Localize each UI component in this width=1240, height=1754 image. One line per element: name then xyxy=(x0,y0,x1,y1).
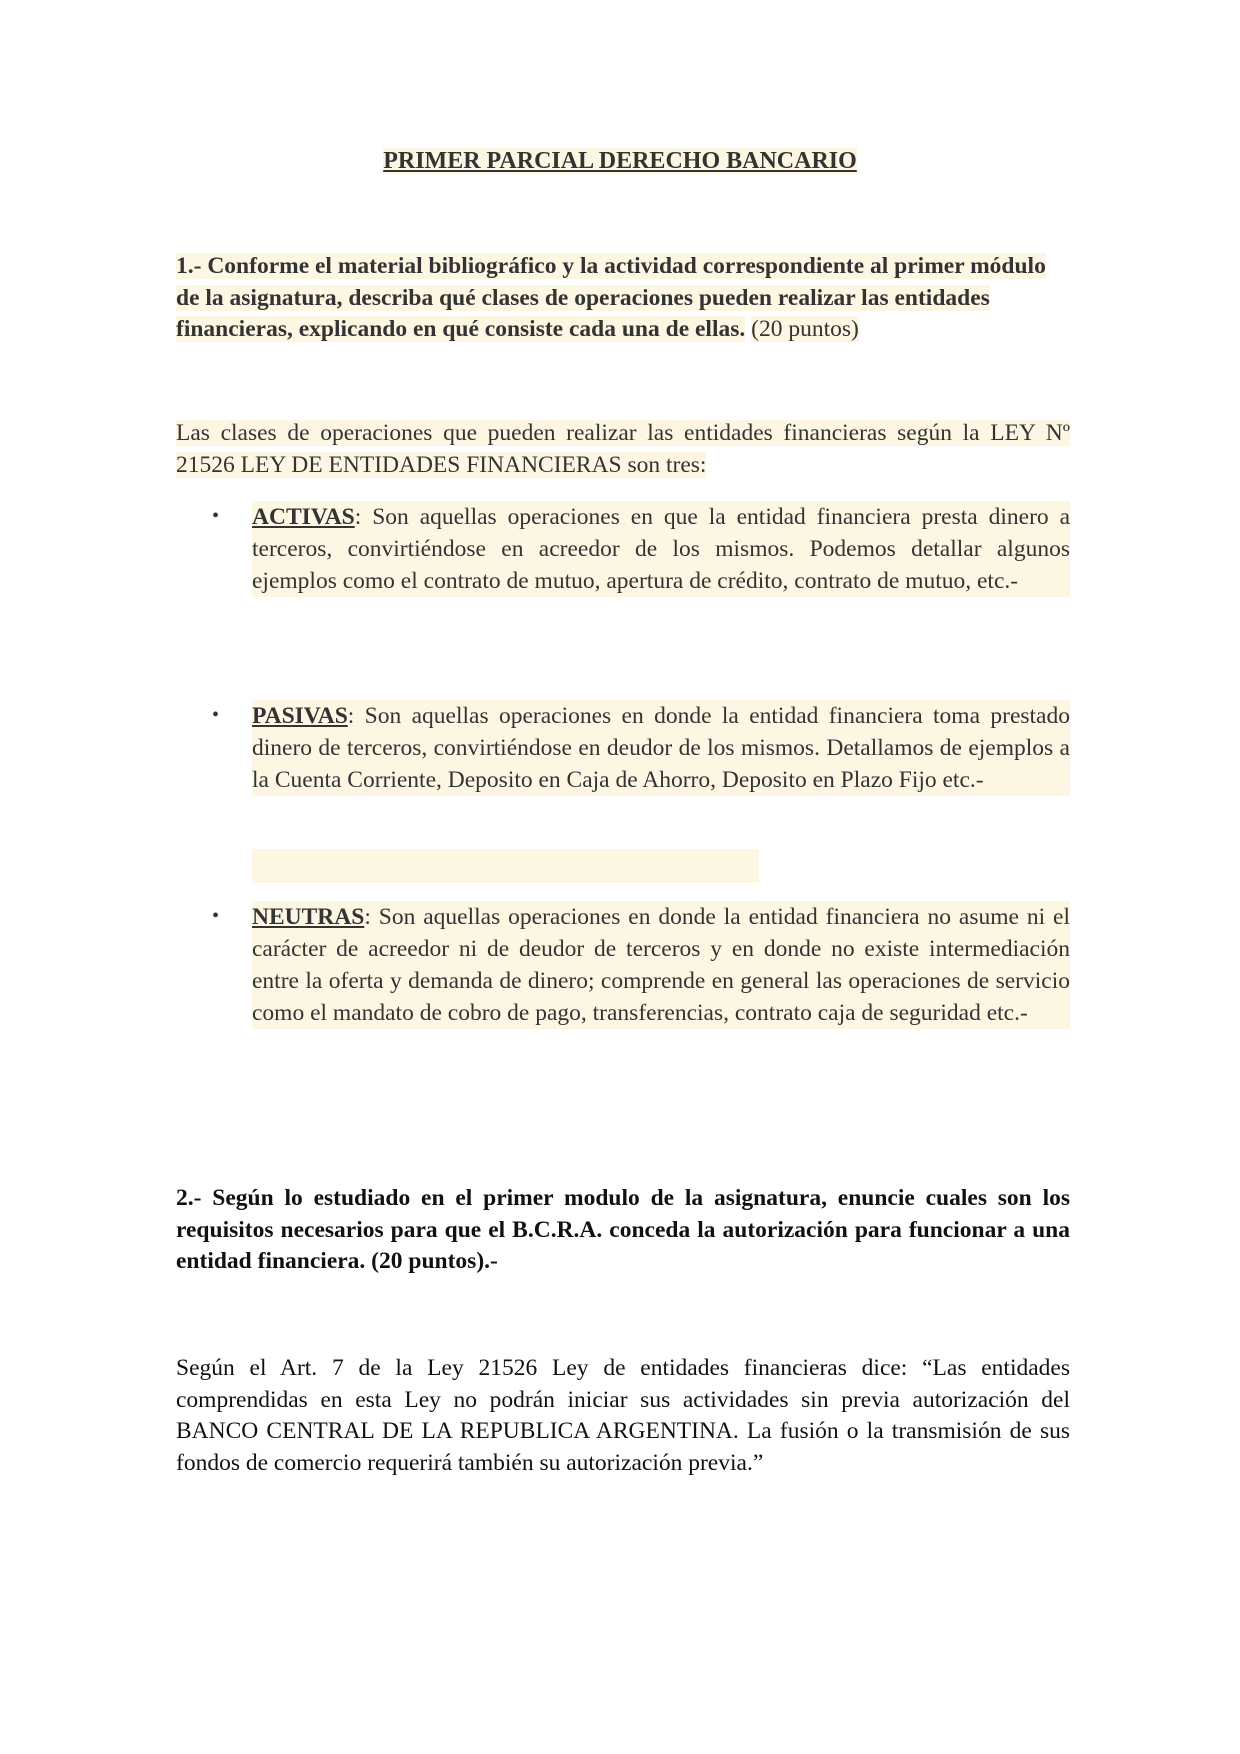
question-1-points: (20 puntos) xyxy=(751,316,859,342)
answer-2 xyxy=(176,1353,1070,1479)
list-item-pasivas xyxy=(176,700,1070,796)
answer-1-intro-text: Las clases de operaciones que pueden realizar las entidades financieras según la LEY Nº 21526 LEY DE ENTIDADES FINANCIERAS son tres: xyxy=(176,420,1070,478)
question-2 xyxy=(176,1183,1070,1278)
question-1 xyxy=(176,251,1070,346)
definition-pasivas: : Son aquellas operaciones en donde la entidad financiera toma prestado dinero de terceros, convirtiéndose en deudor de los mismos. Detallamos de ejemplos a la Cuenta Corriente, Deposito en Caja de Ahorro, Deposito en Plazo Fijo etc.- xyxy=(252,703,1070,793)
empty-highlighted-line xyxy=(252,849,759,883)
definition-activas: : Son aquellas operaciones en que la entidad financiera presta dinero a terceros, convirtiéndose en acreedor de los mismos. Podemos detallar algunos ejemplos como el contrato de mutuo, apertura de crédito, contrato de mutuo, etc.- xyxy=(252,504,1070,594)
term-neutras: NEUTRAS xyxy=(252,904,365,930)
list-item-neutras xyxy=(176,901,1070,1029)
list-item-text xyxy=(252,700,1070,796)
term-pasivas: PASIVAS xyxy=(252,703,348,729)
page-title xyxy=(0,146,1240,176)
bullet-icon: • xyxy=(212,704,220,726)
list-item-activas xyxy=(176,501,1070,597)
title-text: PRIMER PARCIAL DERECHO BANCARIO xyxy=(383,148,857,174)
definition-neutras: : Son aquellas operaciones en donde la entidad financiera no asume ni el carácter de acreedor ni de deudor de terceros y en donde no existe intermediación entre la oferta y demanda de dinero; comprende en general las operaciones de servicio como el mandato de cobro de pago, transferencias, contrato caja de seguridad etc.- xyxy=(252,904,1070,1026)
answer-2-text: Según el Art. 7 de la Ley 21526 Ley de entidades financieras dice: “Las entidades comprendidas en esta Ley no podrán iniciar sus actividades sin previa autorización del BANCO CENTRAL DE LA REPUBLICA ARGENTINA. La fusión o la transmisión de sus fondos de comercio requerirá también su autorización previa.” xyxy=(176,1355,1070,1476)
term-activas: ACTIVAS xyxy=(252,504,355,530)
list-item-text xyxy=(252,901,1070,1029)
list-item-text xyxy=(252,501,1070,597)
bullet-icon: • xyxy=(212,905,220,927)
question-1-text: 1.- Conforme el material bibliográfico y la actividad correspondiente al primer módulo de la asignatura, describa qué clases de operaciones pueden realizar las entidades financieras, explicando en qué consiste cada una de ellas. xyxy=(176,253,1046,342)
question-2-text: 2.- Según lo estudiado en el primer modulo de la asignatura, enuncie cuales son los requisitos necesarios para que el B.C.R.A. conceda la autorización para funcionar a una entidad financiera. (20 puntos).- xyxy=(176,1185,1070,1274)
answer-1-intro xyxy=(176,418,1070,481)
bullet-icon: • xyxy=(212,505,220,527)
